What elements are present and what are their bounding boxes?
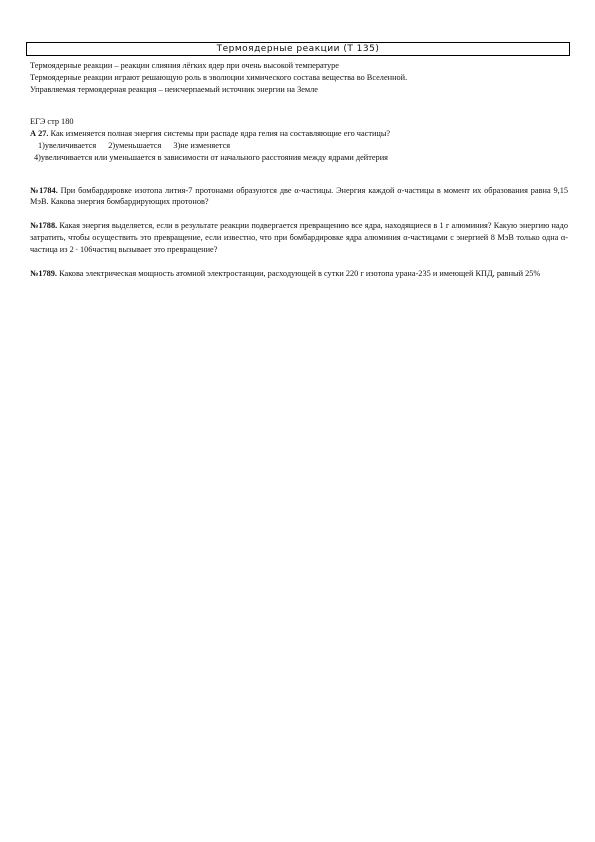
answer-options (30, 140, 568, 152)
problem-1789 (30, 268, 568, 280)
question-text: Как изменяется полная энергия системы при распаде ядра гелия на составляющие его частицы? (50, 129, 391, 139)
problem-text: При бомбардировке изотопа лития-7 протонами образуются две α-частицы. Энергия каждой α-частицы в момент их образования равна 9,15 МэВ. Какова энергия бомбардирующих протонов? (30, 185, 569, 207)
question-number: А 27. (30, 129, 49, 139)
document-body (30, 60, 568, 279)
answer-option: 1)увеличивается (38, 140, 97, 150)
problem-number: №1788. (30, 221, 58, 231)
problem-number: №1789. (30, 268, 58, 278)
intro-line: Термоядерные реакции – реакции слияния лёгких ядер при очень высокой температуре (30, 61, 339, 70)
page-title: Термоядерные реакции (Т 135) (26, 42, 570, 56)
ege-question (30, 128, 568, 140)
intro-line: Термоядерные реакции играют решающую роль в эволюции химического состава вещества во Вселенной. (30, 72, 408, 82)
problem-1784 (30, 185, 568, 209)
answer-option: 2)уменьшается (108, 140, 162, 150)
intro-line: Управляемая термоядерная реакция – неисчерпаемый источник энергии на Земле (30, 84, 318, 94)
answer-option: 4)увеличивается или уменьшается в зависимости от начального расстояния между ядрами дейтерия (34, 152, 388, 162)
problem-1788 (30, 220, 568, 255)
ege-reference: ЕГЭ стр 180 (30, 117, 74, 127)
answer-option: 3)не изменяется (173, 140, 231, 150)
problem-text: Какая энергия выделяется, если в результате реакции подвергается превращению все ядра, находящиеся в 1 г алюминия? Какую энергию надо затратить, чтобы осуществить это превращение, если известно, что при бомбардировке ядра алюминия α-частицами с энергией 8 МэВ только одна α-частица из 2 ∙ 106частиц вызывает это превращение? (30, 221, 568, 254)
problem-text: Какова электрическая мощность атомной электростанции, расходующей в сутки 220 г изотопа урана-235 и имеющей КПД, равный 25% (59, 268, 541, 278)
problem-number: №1784. (30, 185, 58, 195)
